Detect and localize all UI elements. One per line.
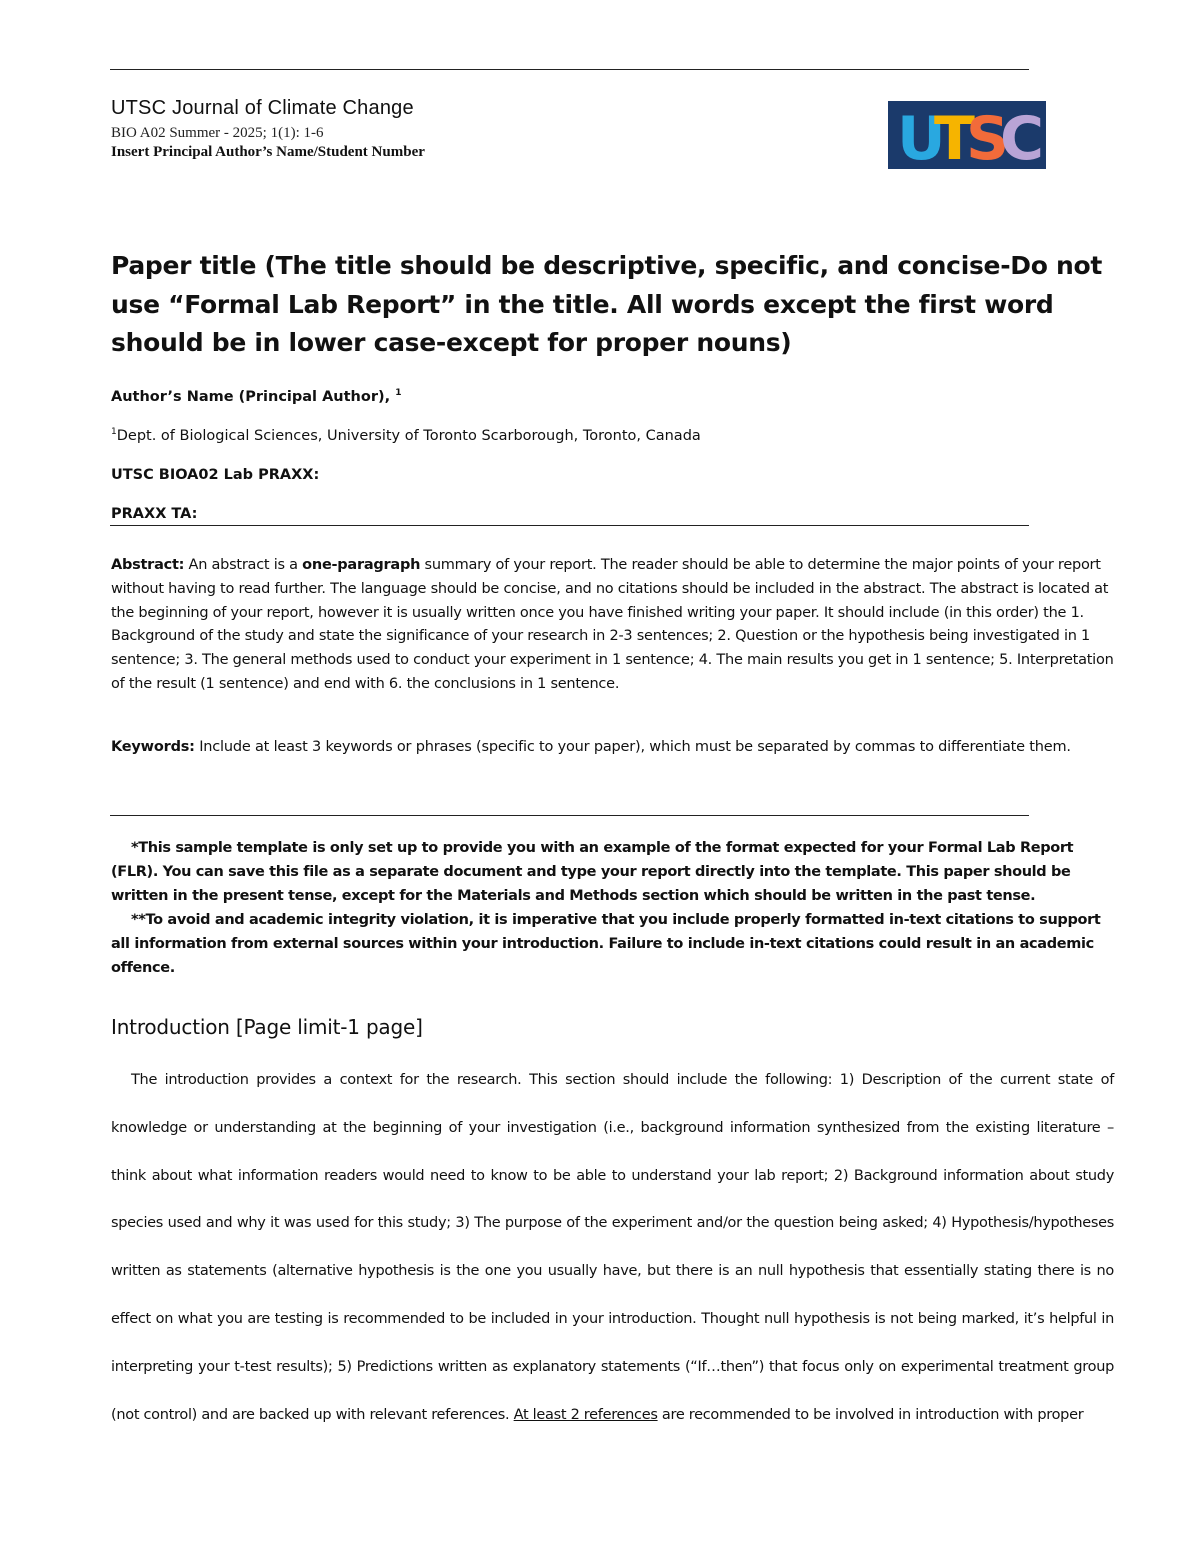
- svg-text:S: S: [966, 104, 1010, 169]
- journal-citation: BIO A02 Summer - 2025; 1(1): 1-6: [111, 125, 324, 141]
- keywords-paragraph: [111, 735, 1114, 759]
- svg-text:U: U: [897, 104, 946, 169]
- principal-author-placeholder: Insert Principal Author’s Name/Student Number: [111, 144, 425, 160]
- introduction-heading: Introduction [Page limit-1 page]: [111, 1015, 423, 1039]
- abstract-paragraph: [111, 554, 1114, 697]
- abstract-text-rest: summary of your report. The reader should be able to determine the major points of your report without having to read further. The language should be concise, and no citations should be included in the abstract. The abstract is located at the beginning of your report, however it is usually written once you have finished writing your paper. It should include (in this order) the 1. Background of the study and state the significance of your research in 2-3 sentences; 2. Question or the hypothesis being investigated in 1 sentence; 3. The general methods used to conduct your experiment in 1 sentence; 4. The main results you get in 1 sentence; 5. Interpretation of the result (1 sentence) and end with 6. the conclusions in 1 sentence.: [111, 557, 1114, 692]
- svg-text:C: C: [1000, 104, 1045, 169]
- keywords-label: Keywords:: [111, 739, 195, 755]
- author-line: [111, 388, 401, 405]
- utsc-logo: [888, 101, 1046, 169]
- abstract-bottom-rule: [110, 815, 1029, 816]
- introduction-paragraph: [111, 1057, 1114, 1439]
- introduction-body: [111, 1057, 1114, 1439]
- abstract-text-start: An abstract is a: [184, 557, 303, 573]
- template-notes: [111, 836, 1116, 980]
- journal-header: [111, 97, 425, 161]
- top-rule: [110, 69, 1029, 70]
- abstract-label: Abstract:: [111, 557, 185, 573]
- author-name: Author’s Name (Principal Author),: [111, 388, 391, 405]
- introduction-text-start: The introduction provides a context for the research. This section should include the following: 1) Description of the current state of knowledge or understanding at the beginning of your investigation (i.e., background information synthesized from the existing literature – think about what information readers would need to know to be able to understand your lab report; 2) Background information about study species used and why it was used for this study; 3) The purpose of the experiment and/or the question being asked; 4) Hypothesis/hypotheses written as statements (alternative hypothesis is the one you usually have, but there is an null hypothesis that essentially stating there is no effect on what you are testing is recommended to be included in your introduction. Thought null hypothesis is not being marked, it’s helpful in interpreting your t-test results); 5) Predictions written as explanatory statements (“If…then”) that focus only on experimental treatment group (not control) and are backed up with relevant references.: [111, 1072, 1114, 1423]
- ta-line: PRAXX TA:: [111, 506, 198, 522]
- affiliation-line: [111, 427, 701, 444]
- template-note-format: *This sample template is only set up to provide you with an example of the format expected for your Formal Lab Report (FLR). You can save this file as a separate document and type your report directly into the template. This paper should be written in the present tense, except for the Materials and Methods section which should be written in the past tense.: [111, 840, 1074, 904]
- paper-title: Paper title (The title should be descriptive, specific, and concise-Do not use “Formal Lab Report” in the title. All words except the first word should be in lower case-except for proper nouns): [111, 251, 1103, 357]
- abstract-emphasis: one-paragraph: [302, 557, 421, 573]
- affiliation-text: Dept. of Biological Sciences, University of Toronto Scarborough, Toronto, Canada: [116, 427, 701, 444]
- introduction-underlined-text: At least 2 references: [513, 1406, 658, 1423]
- introduction-text-end: are recommended to be involved in introduction with proper: [657, 1406, 1084, 1423]
- header-bottom-rule: [110, 525, 1029, 526]
- journal-name: UTSC Journal of Climate Change: [111, 97, 414, 119]
- svg-text:T: T: [934, 104, 975, 169]
- template-note-integrity: **To avoid and academic integrity violation, it is imperative that you include properly formatted in-text citations to support all information from external sources within your introduction. Failure to include in-text citations could result in an academic offence.: [111, 912, 1101, 976]
- author-affiliation-marker: 1: [395, 388, 402, 398]
- affiliation-marker: 1: [111, 427, 117, 437]
- keywords-text: Include at least 3 keywords or phrases (specific to your paper), which must be separated by commas to differentiate them.: [194, 739, 1071, 755]
- lab-section-line: UTSC BIOA02 Lab PRAXX:: [111, 467, 320, 483]
